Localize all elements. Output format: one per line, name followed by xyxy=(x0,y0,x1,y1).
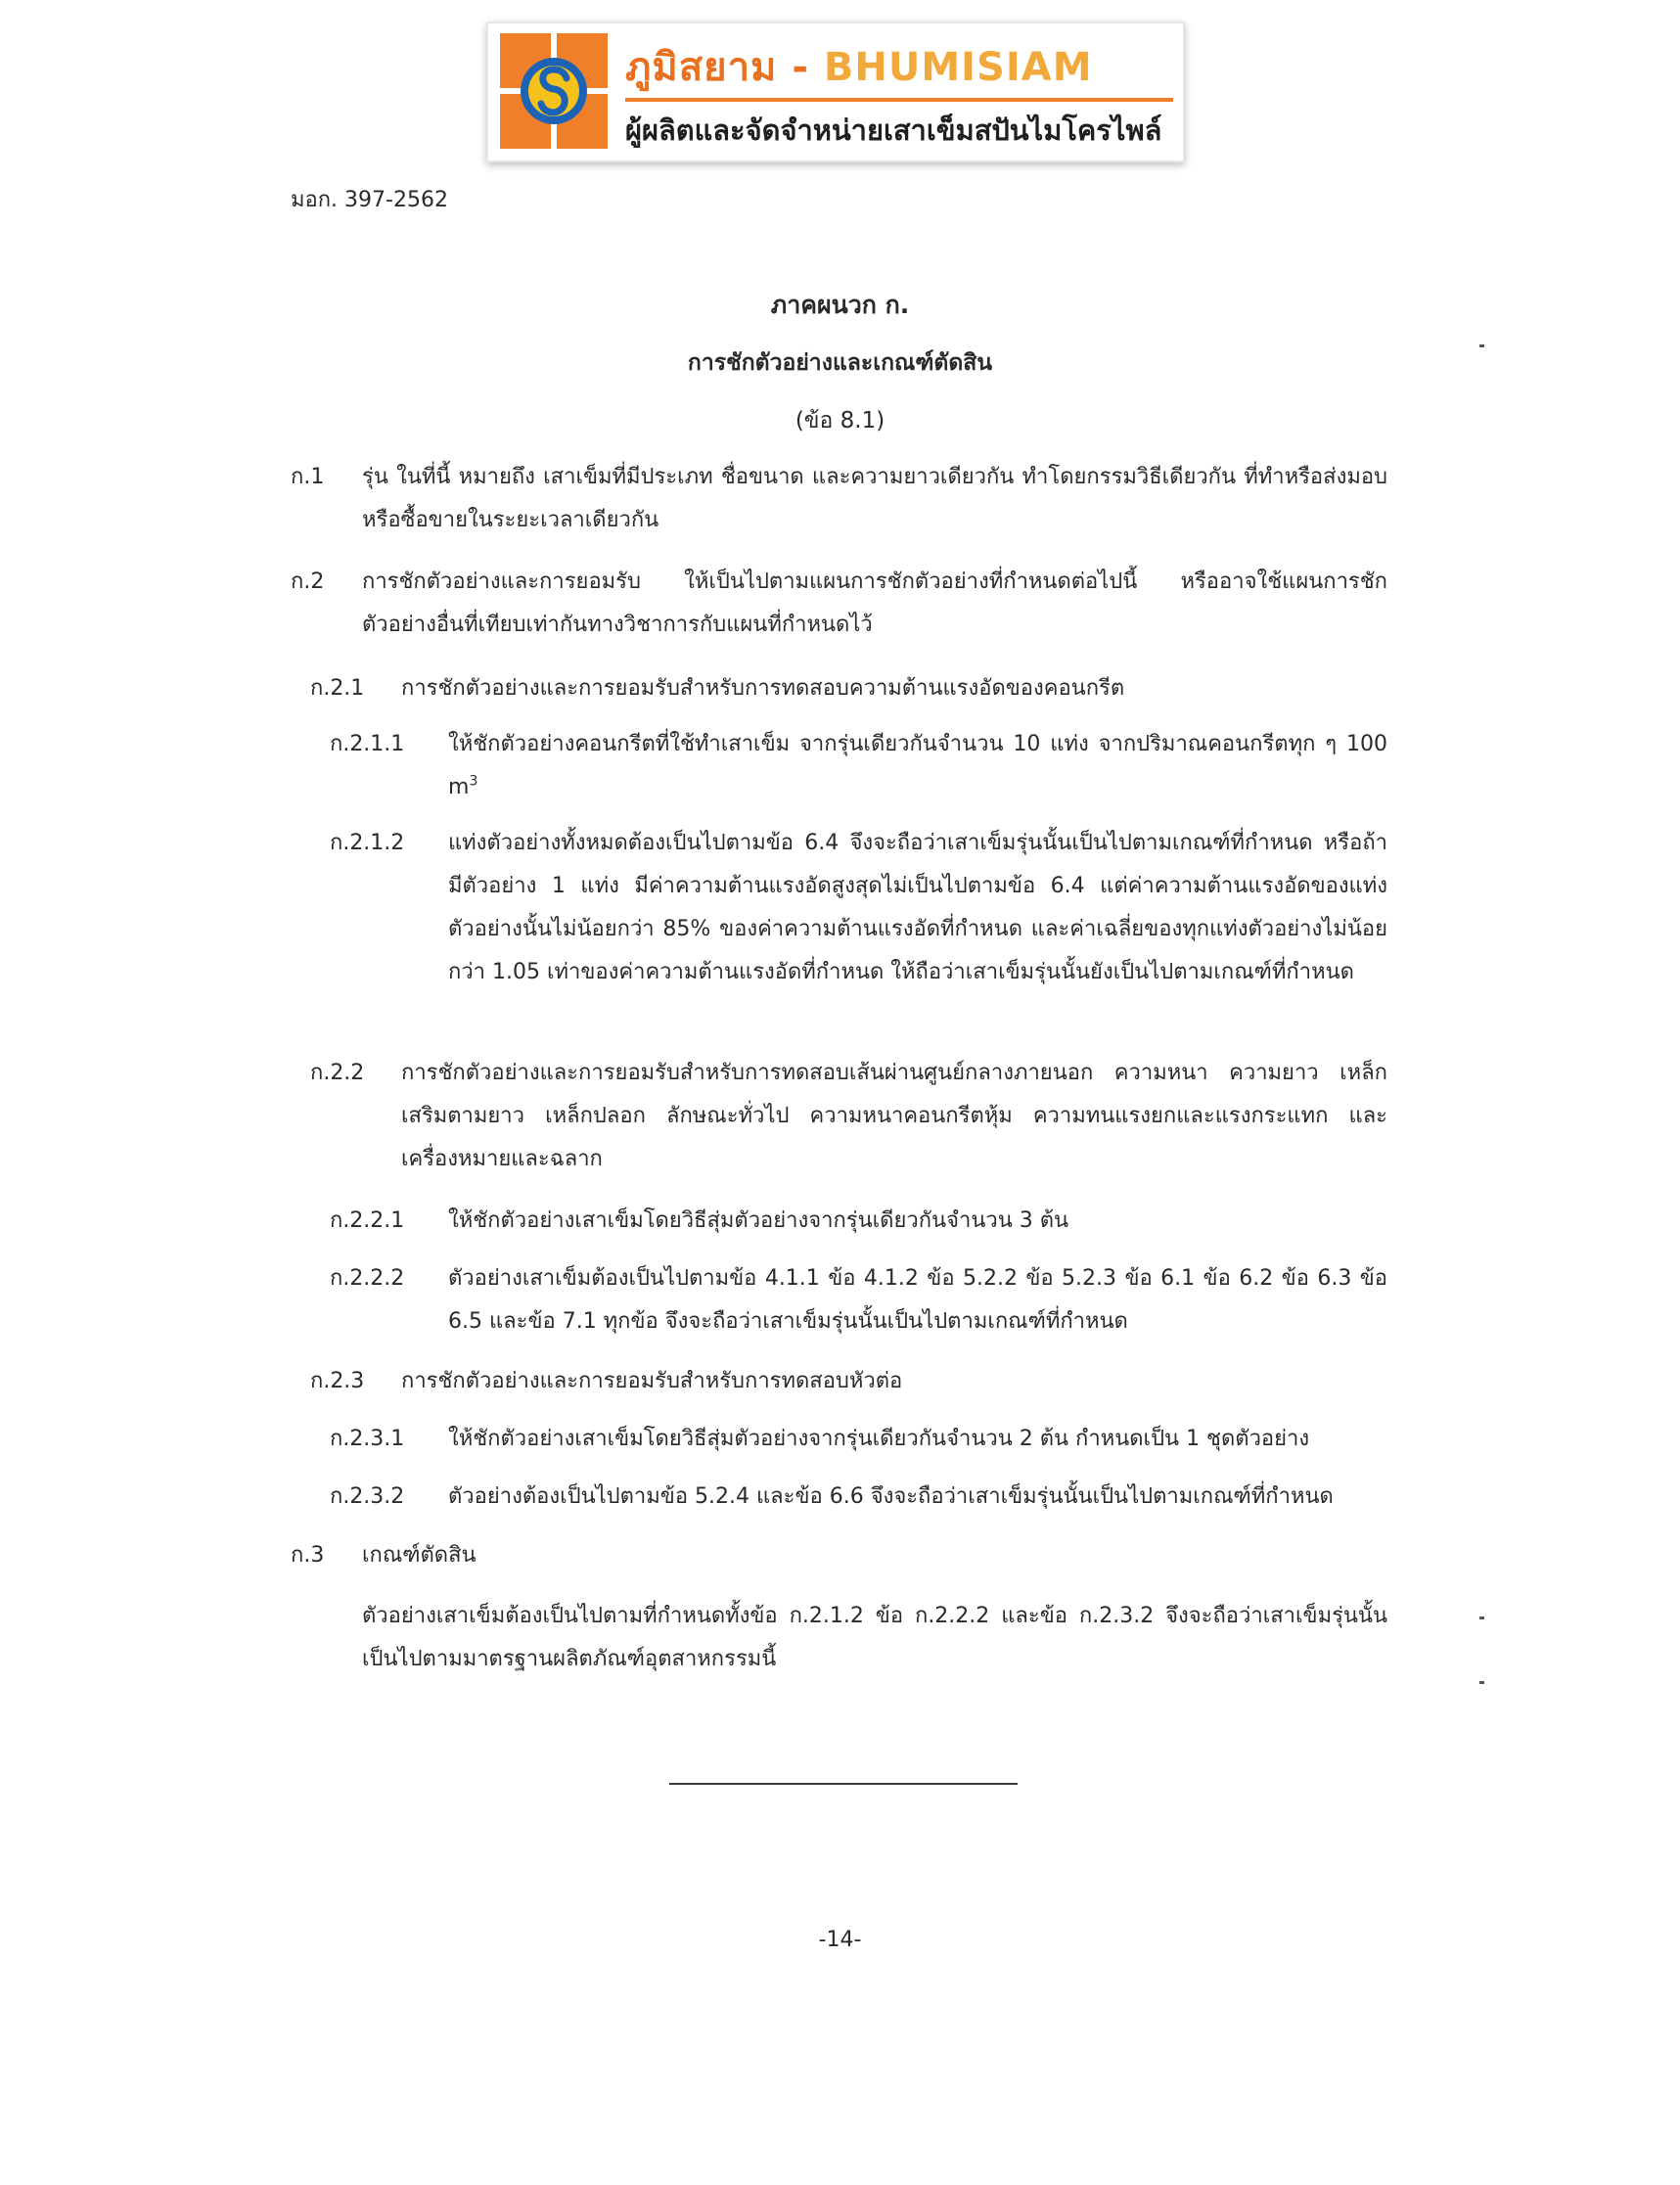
clause-text: ตัวอย่างต้องเป็นไปตามข้อ 5.2.4 และข้อ 6.6 จึงจะถือว่าเสาเข็มรุ่นนั้นเป็นไปตามเกณฑ์ที่กำหนด xyxy=(448,1484,1334,1509)
page-number: -14- xyxy=(818,1928,862,1952)
company-banner xyxy=(486,22,1185,162)
clause-number: ก.2.1.2 xyxy=(330,831,405,855)
appendix-reference: (ข้อ 8.1) xyxy=(795,408,885,433)
scan-speck xyxy=(1479,1616,1484,1619)
logo-emblem-icon xyxy=(500,33,608,149)
clause-text: การชักตัวอย่างและการยอมรับสำหรับการทดสอบความต้านแรงอัดของคอนกรีต xyxy=(401,676,1125,701)
clause-number: ก.2.2.1 xyxy=(330,1208,405,1233)
clause-text: การชักตัวอย่างและการยอมรับสำหรับการทดสอบหัวต่อ xyxy=(401,1369,903,1393)
clause-number: ก.2.3.2 xyxy=(330,1484,405,1509)
banner-divider xyxy=(625,98,1173,102)
brand-separator: - xyxy=(792,45,809,90)
clause-number: ก.2.1.1 xyxy=(330,732,405,756)
clause-number: ก.2.1 xyxy=(310,676,365,701)
clause-text xyxy=(448,723,1387,809)
scan-speck xyxy=(1479,1681,1484,1684)
appendix-title: ภาคผนวก ก. xyxy=(770,291,910,319)
clause-number: ก.2.2.2 xyxy=(330,1266,405,1291)
clause-text: ให้ชักตัวอย่างเสาเข็มโดยวิธีสุ่มตัวอย่างจากรุ่นเดียวกันจำนวน 2 ต้น กำหนดเป็น 1 ชุดตัวอย่าง xyxy=(448,1427,1310,1451)
clause-text: การชักตัวอย่างและการยอมรับสำหรับการทดสอบเส้นผ่านศูนย์กลางภายนอก ความหนา ความยาว เหล็กเสริมตามยาว เหล็กปลอก ลักษณะทั่วไป ความหนาคอนกรีตหุ้ม ความทนแรงยกและแรงกระแทก และเครื่องหมายและฉลาก xyxy=(401,1061,1387,1171)
unit-superscript: 3 xyxy=(469,773,478,790)
brand-english: BHUMISIAM xyxy=(823,45,1093,90)
brand-thai: ภูมิสยาม xyxy=(625,45,778,90)
clause-number: ก.3 xyxy=(291,1543,325,1568)
clause-text: แท่งตัวอย่างทั้งหมดต้องเป็นไปตามข้อ 6.4 จึงจะถือว่าเสาเข็มรุ่นนั้นเป็นไปตามเกณฑ์ที่กำหนด หรือถ้ามีตัวอย่าง 1 แท่ง มีค่าความต้านแรงอัดสูงสุดไม่เป็นไปตามข้อ 6.4 แต่ค่าความต้านแรงอัดของแท่งตัวอย่างนั้นไม่น้อยกว่า 85% ของค่าความต้านแรงอัดที่กำหนด และค่าเฉลี่ยของทุกแท่งตัวอย่างไม่น้อยกว่า 1.05 เท่าของค่าความต้านแรงอัดที่กำหนด ให้ถือว่าเสาเข็มรุ่นนั้นยังเป็นไปตามเกณฑ์ที่กำหนด xyxy=(448,831,1387,984)
clause-number: ก.1 xyxy=(291,465,325,489)
clause-text: รุ่น ในที่นี้ หมายถึง เสาเข็มที่มีประเภท ชื่อขนาด และความยาวเดียวกัน ทำโดยกรรมวิธีเดียวกัน ที่ทำหรือส่งมอบหรือซื้อขายในระยะเวลาเดียวกัน xyxy=(362,465,1387,532)
clause-number: ก.2.3.1 xyxy=(330,1427,405,1451)
clause-number: ก.2.3 xyxy=(310,1369,365,1393)
company-tagline: ผู้ผลิตและจัดจำหน่ายเสาเข็มสปันไมโครไพล์ xyxy=(625,114,1162,147)
clause-text: การชักตัวอย่างและการยอมรับ ให้เป็นไปตามแผนการชักตัวอย่างที่กำหนดต่อไปนี้ หรืออาจใช้แผนการชักตัวอย่างอื่นที่เทียบเท่ากันทางวิชาการกับแผนที่กำหนดไว้ xyxy=(362,569,1387,637)
clause-number: ก.2.2 xyxy=(310,1061,365,1085)
clause-text-main: ให้ชักตัวอย่างคอนกรีตที่ใช้ทำเสาเข็ม จากรุ่นเดียวกันจำนวน 10 แท่ง จากปริมาณคอนกรีตทุก ๆ 100 m xyxy=(448,732,1387,799)
standard-id: มอก. 397-2562 xyxy=(291,188,448,212)
company-logo-mark xyxy=(500,33,608,149)
appendix-subtitle: การชักตัวอย่างและเกณฑ์ตัดสิน xyxy=(687,350,993,376)
scan-speck xyxy=(1479,344,1484,347)
clause-text: เกณฑ์ตัดสิน xyxy=(362,1543,477,1568)
clause-text: ให้ชักตัวอย่างเสาเข็มโดยวิธีสุ่มตัวอย่างจากรุ่นเดียวกันจำนวน 3 ต้น xyxy=(448,1208,1069,1233)
end-divider xyxy=(669,1783,1018,1785)
company-name xyxy=(625,35,1173,94)
clause-text: ตัวอย่างเสาเข็มต้องเป็นไปตามข้อ 4.1.1 ข้อ 4.1.2 ข้อ 5.2.2 ข้อ 5.2.3 ข้อ 6.1 ข้อ 6.2 ข้อ 6.3 ข้อ 6.5 และข้อ 7.1 ทุกข้อ จึงจะถือว่าเสาเข็มรุ่นนั้นเป็นไปตามเกณฑ์ที่กำหนด xyxy=(448,1266,1387,1334)
clause-number: ก.2 xyxy=(291,569,325,594)
clause-text: ตัวอย่างเสาเข็มต้องเป็นไปตามที่กำหนดทั้งข้อ ก.2.1.2 ข้อ ก.2.2.2 และข้อ ก.2.3.2 จึงจะถือว่าเสาเข็มรุ่นนั้นเป็นไปตามมาตรฐานผลิตภัณฑ์อุตสาหกรรมนี้ xyxy=(362,1604,1387,1671)
